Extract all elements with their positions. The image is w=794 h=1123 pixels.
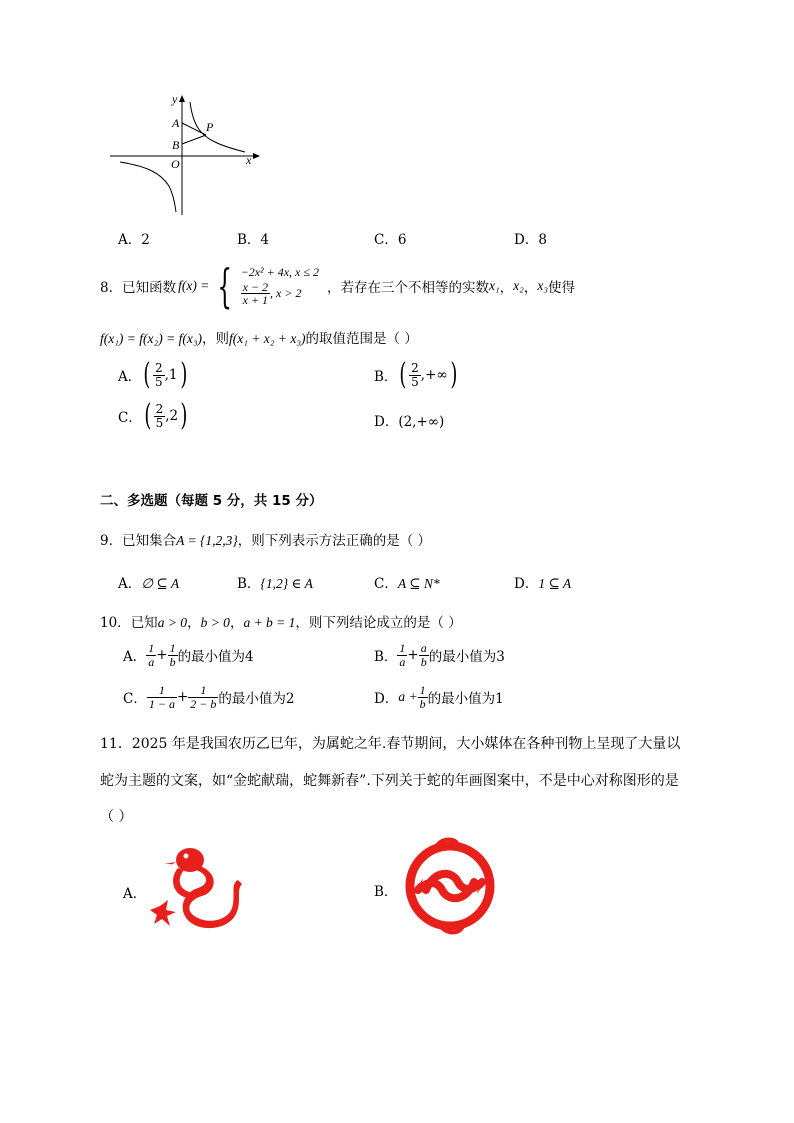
q9-option-b[interactable]: B．{1,2} ∈ A [237, 576, 313, 592]
q9-set: A = {1,2,3} [176, 533, 238, 548]
q8-sep-2: ， [523, 280, 538, 296]
function-graph [105, 90, 265, 220]
q8-tail: ，若存在三个不相等的实数 [326, 280, 489, 296]
point-b-label: B [172, 138, 180, 152]
q10-cond-2: b > 0 [200, 615, 230, 630]
q10-cond-1: a > 0 [157, 615, 188, 630]
q9-option-d[interactable]: D．1 ⊆ A [514, 576, 572, 592]
q8-option-b[interactable]: B． ( $\frac{2}{5}$ ,+∞ ) [374, 357, 458, 392]
q10-option-d[interactable]: D． a + $\frac{1}{b}$ 的最小值为1 [374, 683, 504, 711]
point-p-label: P [206, 120, 214, 134]
y-axis-label: y [172, 92, 178, 106]
q10-option-a[interactable]: A． $\frac{1}{a}$ + $\frac{1}{b}$ 的最小值为4 [123, 641, 254, 669]
q11-option-b-label[interactable]: B． [374, 884, 398, 900]
q8-x1: x₁ [488, 278, 500, 293]
q8-x2: x₂ [513, 278, 524, 293]
q10-stem-b: ，则下列结论成立的是（ ） [295, 615, 462, 631]
q8-piece2-frac: $\frac{x - 2}{x + 1}$ [242, 279, 269, 308]
q8-sum-expr: f(x₁ + x₂ + x₃) [229, 331, 306, 346]
q8-stem-line2 [100, 327, 418, 347]
q8-brace: { [217, 259, 233, 313]
q8-sep-1: ， [499, 280, 514, 296]
q8-ask: 的取值范围是（ ） [305, 331, 418, 347]
q10-comma-2: ， [229, 615, 244, 631]
q7-option-c[interactable]: C．6 [374, 232, 407, 248]
q8-stem [100, 258, 575, 314]
q9-stem-b: ，则下列表示方法正确的是（ ） [237, 533, 432, 549]
x-axis-label: x [246, 153, 252, 167]
q8-intro: 已知函数 [122, 280, 177, 296]
q11-line-1: 11．2025 年是我国农历乙巳年，为属蛇之年.春节期间，大小媒体在各种刊物上呈现了大量以 [100, 736, 681, 752]
q8-use: 使得 [548, 280, 576, 296]
snake-papercut-icon[interactable] [150, 840, 245, 930]
q7-option-a[interactable]: A．2 [118, 232, 150, 248]
q10-stem [100, 611, 462, 631]
q9-stem-a: 已知集合 [122, 533, 177, 549]
q9-stem [100, 529, 431, 549]
q8-eq-line: f(x₁) = f(x₂) = f(x₃) [100, 331, 203, 346]
q8-fx: f(x) = [178, 278, 210, 293]
section-title: 二、多选题（每题 5 分，共 15 分） [100, 493, 323, 509]
point-a-label: A [172, 116, 180, 130]
snake-circle-emblem-icon[interactable] [402, 836, 498, 936]
q8-x3: x₃ [537, 278, 549, 293]
q8-piece1: −2x² + 4x, x ≤ 2 [240, 265, 319, 280]
q9-number: 9． [100, 533, 123, 549]
q11-line-2: 蛇为主题的文案，如“金蛇献瑞，蛇舞新春”.下列关于蛇的年画图案中，不是中心对称图形的是 [100, 773, 679, 789]
q8-option-a[interactable]: A． ( $\frac{2}{5}$ ,1 ) [118, 357, 187, 392]
q11-option-a-label[interactable]: A． [123, 886, 147, 902]
origin-label: O [171, 157, 180, 171]
q7-option-d[interactable]: D．8 [514, 232, 547, 248]
q10-option-c[interactable]: C． $\frac{1}{1 - a}$ + $\frac{1}{2 - b}$ 的最小值为2 [123, 683, 295, 711]
q10-option-b[interactable]: B． $\frac{1}{a}$ + $\frac{a}{b}$ 的最小值为3 [374, 641, 505, 669]
q10-comma-1: ， [187, 615, 201, 631]
q8-number: 8． [100, 280, 123, 296]
q10-number: 10． [100, 615, 131, 631]
q10-cond-3: a + b = 1 [243, 615, 296, 630]
q8-piece2-cond: , x > 2 [270, 286, 302, 300]
q8-piecewise [241, 265, 319, 307]
q11-line-3: （ ） [100, 809, 133, 825]
q8-option-c[interactable]: C． ( $\frac{2}{5}$ ,2 ) [118, 398, 188, 433]
q10-stem-a: 已知 [130, 615, 158, 631]
q8-then: ，则 [202, 331, 230, 347]
q9-option-c[interactable]: C．A ⊆ N* [374, 576, 440, 592]
q7-option-b[interactable]: B．4 [237, 232, 270, 248]
q9-option-a[interactable]: A．∅ ⊆ A [118, 576, 180, 592]
q8-option-d[interactable]: D．(2,+∞) [374, 414, 445, 430]
